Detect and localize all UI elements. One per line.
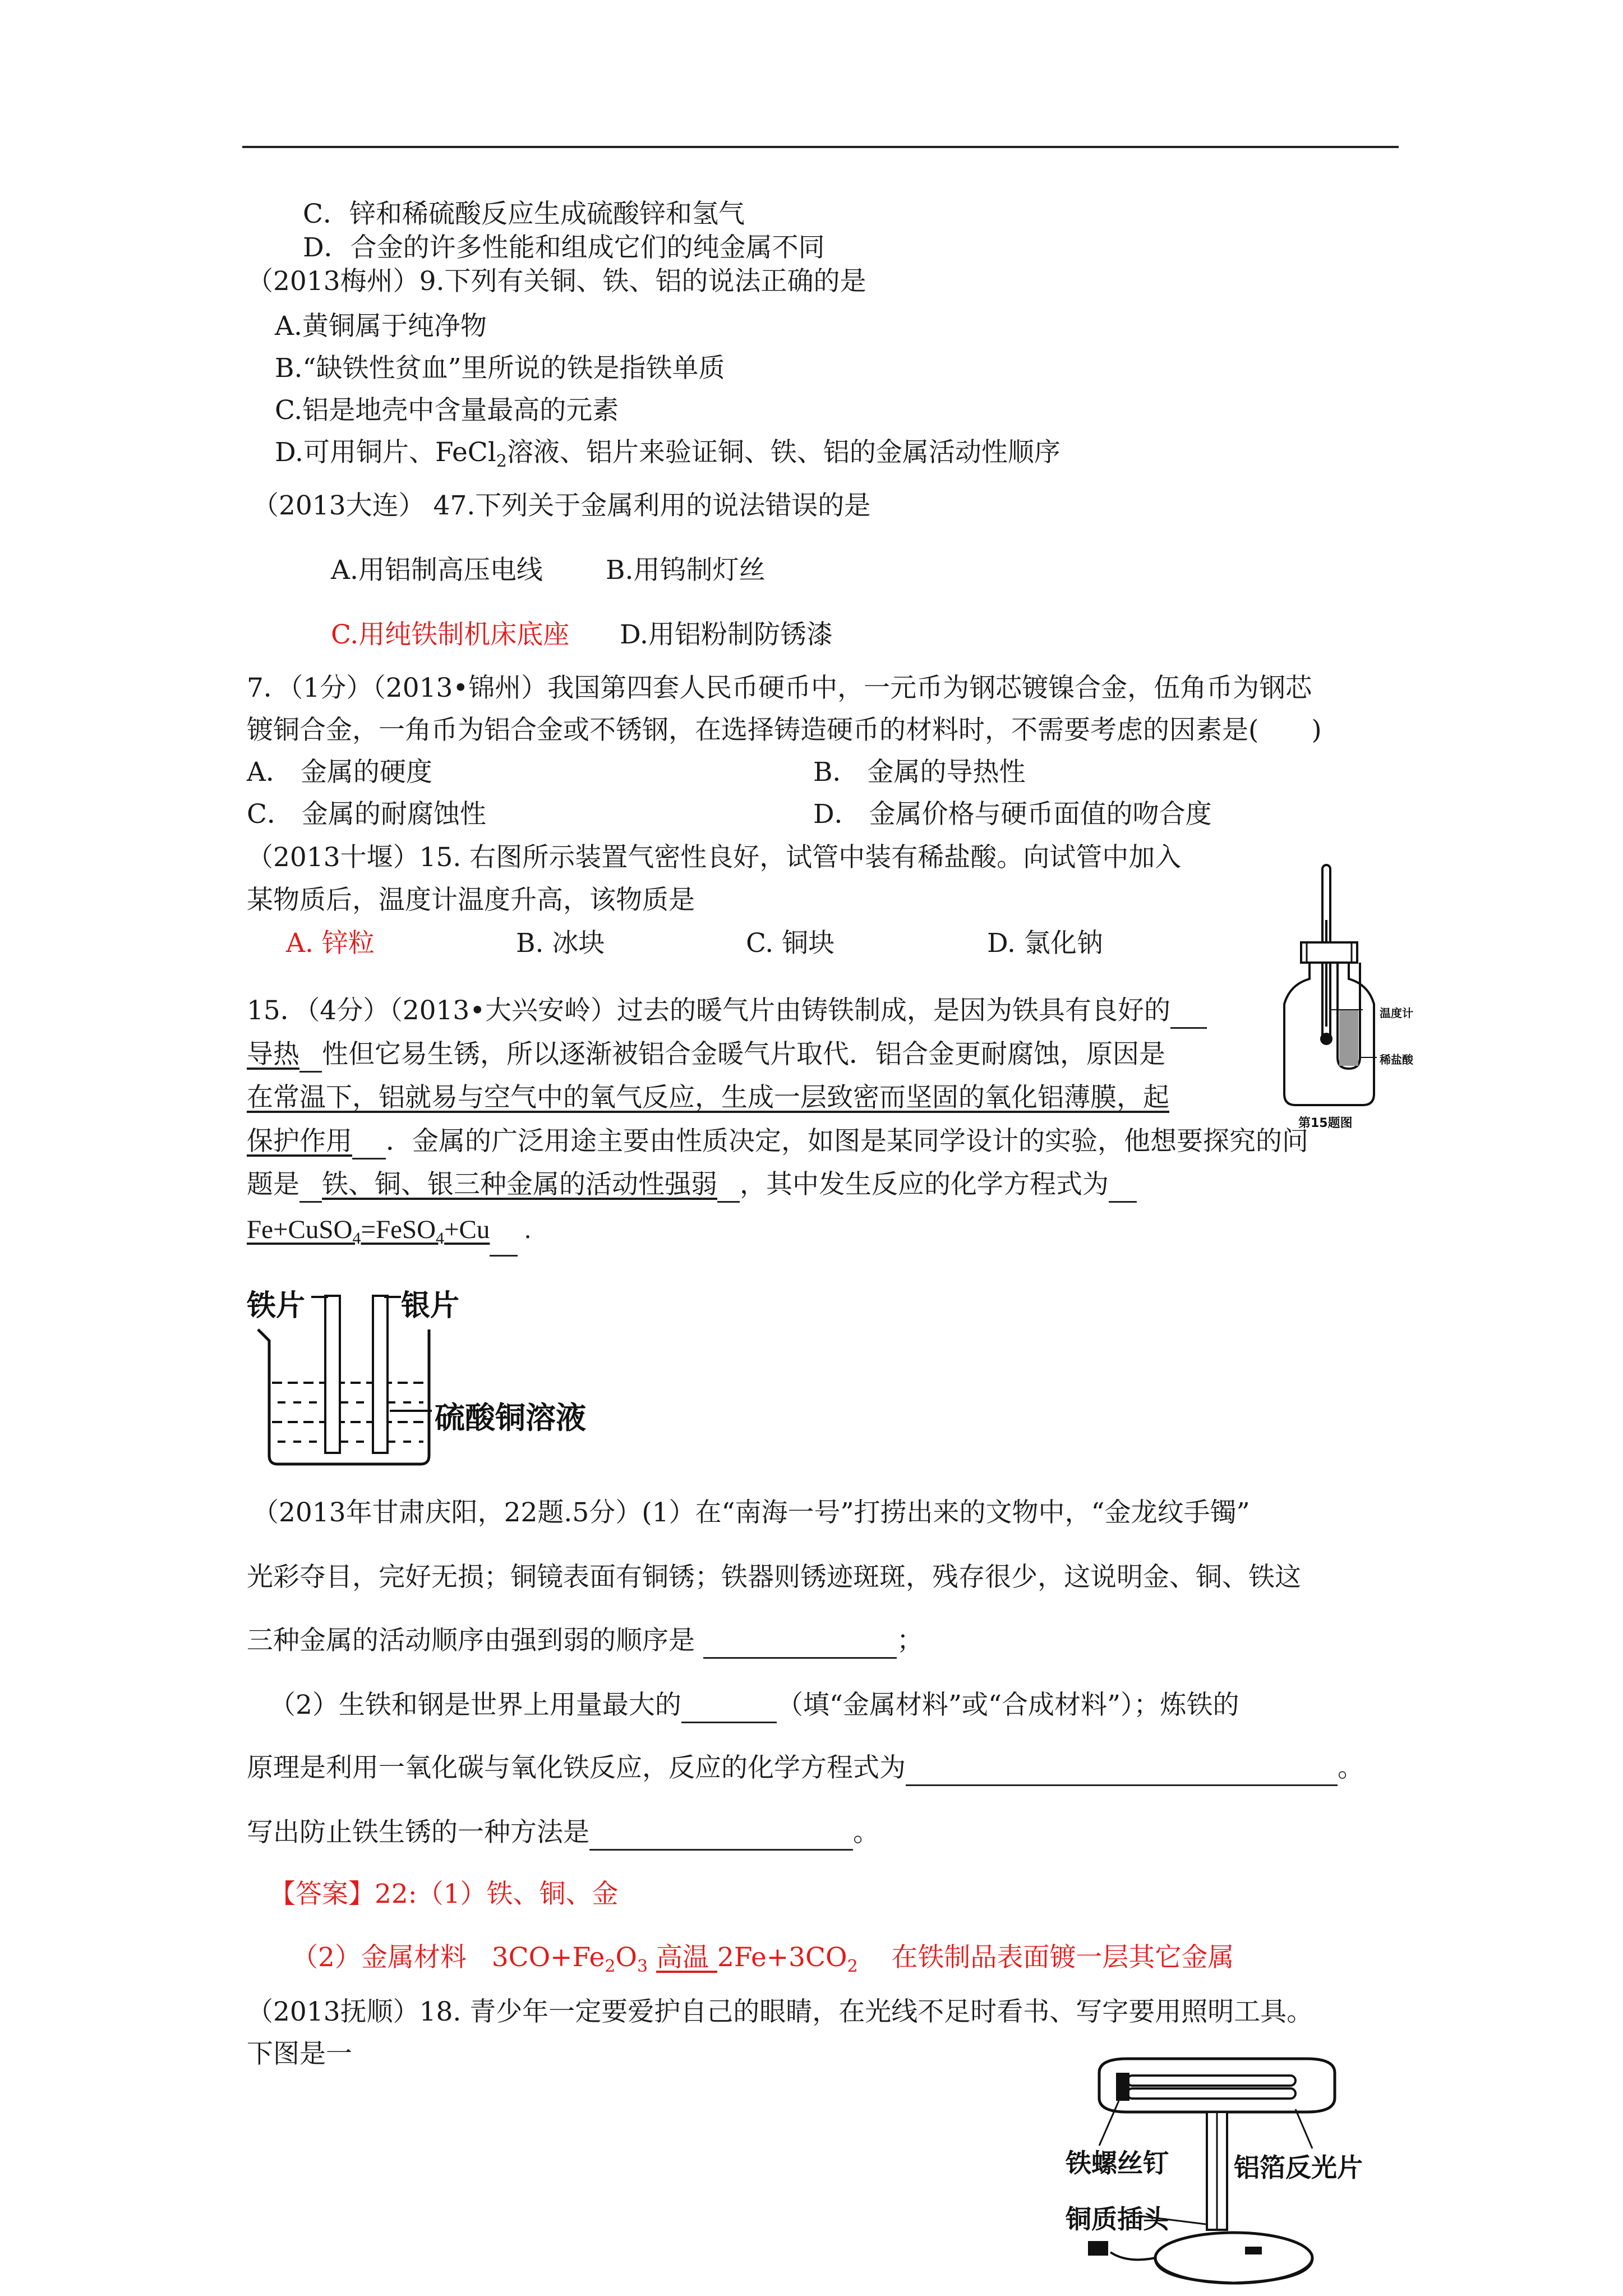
dxal-line1: 15．（4分）（2013•大兴安岭）过去的暖气片由铸铁制成，是因为铁具有良好的: [247, 993, 1207, 1029]
shiyan-option-b: B. 冰块: [516, 928, 605, 959]
lamp-label-screw: 铁螺丝钉: [1066, 2148, 1169, 2178]
jinzhou-option-d: D． 金属价格与硬币面值的吻合度: [813, 799, 1212, 830]
beaker-label-iron: 铁片: [247, 1289, 306, 1323]
beaker-label-solution: 硫酸铜溶液: [435, 1400, 586, 1435]
beaker-label-silver: 银片: [401, 1289, 460, 1323]
shiyan-option-c: C. 铜块: [746, 928, 835, 959]
jinzhou-option-a: A． 金属的硬度: [247, 757, 432, 788]
qingyang-line6: 写出防止铁生锈的一种方法是 。: [247, 1815, 879, 1851]
prev-option-d: D．合金的许多性能和组成它们的纯金属不同: [303, 232, 825, 263]
dalian-option-a: A.用铝制高压电线: [331, 555, 543, 586]
flask-label-acid: 稀盐酸: [1380, 1053, 1413, 1066]
flask-label-thermometer: 温度计: [1380, 1006, 1413, 1020]
shiyan-option-a: A. 锌粒: [286, 928, 375, 959]
qingyang-line4: （2）生铁和钢是世界上用量最大的 （填“金属材料”或“合成材料”）；炼铁的: [269, 1687, 1239, 1723]
qingyang-answer-1: 【答案】22:（1）铁、铜、金: [269, 1879, 619, 1910]
qingyang-line2: 光彩夺目，完好无损；铜镜表面有铜锈；铁器则锈迹斑斑，残存很少，这说明金、铜、铁这: [247, 1562, 1301, 1593]
qingyang-line5: 原理是利用一氧化碳与氧化铁反应，反应的化学方程式为 。: [247, 1750, 1364, 1786]
shiyan-stem-line2: 某物质后，温度计温度升高，该物质是: [247, 885, 695, 915]
meizhou-option-a: A.黄铜属于纯净物: [275, 311, 487, 342]
meizhou-option-d: D.可用铜片、FeCl$_2$溶液、铝片来验证铜、铁、铝的金属活动性顺序: [275, 437, 1061, 471]
dxal-line3: 在常温下，铝就易与空气中的氧气反应，生成一层致密而坚固的氧化铝薄膜，起: [247, 1082, 1169, 1113]
jinzhou-option-b: B． 金属的导热性: [813, 757, 1026, 788]
qingyang-answer-2: （2）金属材料 $3CO+Fe_2O_3$ 高温 $2Fe+3CO_2$ 在铁制品表面镀一层其它金属: [292, 1942, 1234, 1976]
dxal-line5: 题是 铁、铜、银三种金属的活动性强弱 ，其中发生反应的化学方程式为: [247, 1167, 1137, 1203]
meizhou-stem: （2013梅州）9.下列有关铜、铁、铝的说法正确的是: [247, 266, 866, 297]
dalian-option-c: C.用纯铁制机床底座: [331, 619, 570, 650]
fushun-line1: （2013抚顺）18. 青少年一定要爱护自己的眼睛，在光线不足时看书、写字要用照明工具。: [247, 1996, 1313, 2027]
qingyang-line1: （2013年甘肃庆阳，22题.5分）(1）在“南海一号”打捞出来的文物中，“金龙纹手镯”: [252, 1497, 1250, 1528]
jinzhou-stem-line1: 7．（1分）（2013•锦州）我国第四套人民币硬币中，一元币为钢芯镀镍合金，伍角币为钢芯: [247, 673, 1312, 703]
fushun-line2: 下图是一: [247, 2039, 352, 2069]
flask-caption: 第15题图: [1298, 1116, 1353, 1130]
flask-thermometer-figure: [1279, 858, 1469, 1139]
dxal-line4: 保护作用 ．金属的广泛用途主要由性质决定，如图是某同学设计的实验，他想要探究的问: [247, 1124, 1308, 1159]
dalian-option-b: B.用钨制灯丝: [606, 555, 766, 586]
qingyang-line3: 三种金属的活动顺序由强到弱的顺序是 ；: [247, 1623, 923, 1659]
shiyan-stem-line1: （2013十堰）15. 右图所示装置气密性良好，试管中装有稀盐酸。向试管中加入: [247, 842, 1182, 873]
meizhou-option-c: C.铝是地壳中含量最高的元素: [275, 395, 619, 426]
jinzhou-stem-line2: 镀铜合金，一角币为铝合金或不锈钢，在选择铸造硬币的材料时，不需要考虑的因素是( ): [247, 715, 1322, 746]
shiyan-option-d: D. 氯化钠: [987, 928, 1103, 959]
lamp-label-foil: 铝箔反光片: [1234, 2152, 1363, 2183]
meizhou-option-b: B.“缺铁性贫血”里所说的铁是指铁单质: [275, 353, 725, 384]
prev-option-c: C．锌和稀硫酸反应生成硫酸锌和氢气: [303, 199, 745, 229]
dxal-line2: 导热 性但它易生锈，所以逐渐被铝合金暖气片取代．铝合金更耐腐蚀，原因是: [247, 1037, 1165, 1073]
dxal-equation: Fe+CuSO$_4$=FeSO$_4$+Cu .: [247, 1212, 531, 1257]
jinzhou-option-c: C． 金属的耐腐蚀性: [247, 799, 486, 830]
dalian-option-d: D.用铝粉制防锈漆: [620, 619, 833, 650]
header-rule: [242, 146, 1399, 148]
dalian-stem: （2013大连） 47.下列关于金属利用的说法错误的是: [252, 490, 871, 521]
lamp-label-plug: 铜质插头: [1066, 2204, 1169, 2234]
